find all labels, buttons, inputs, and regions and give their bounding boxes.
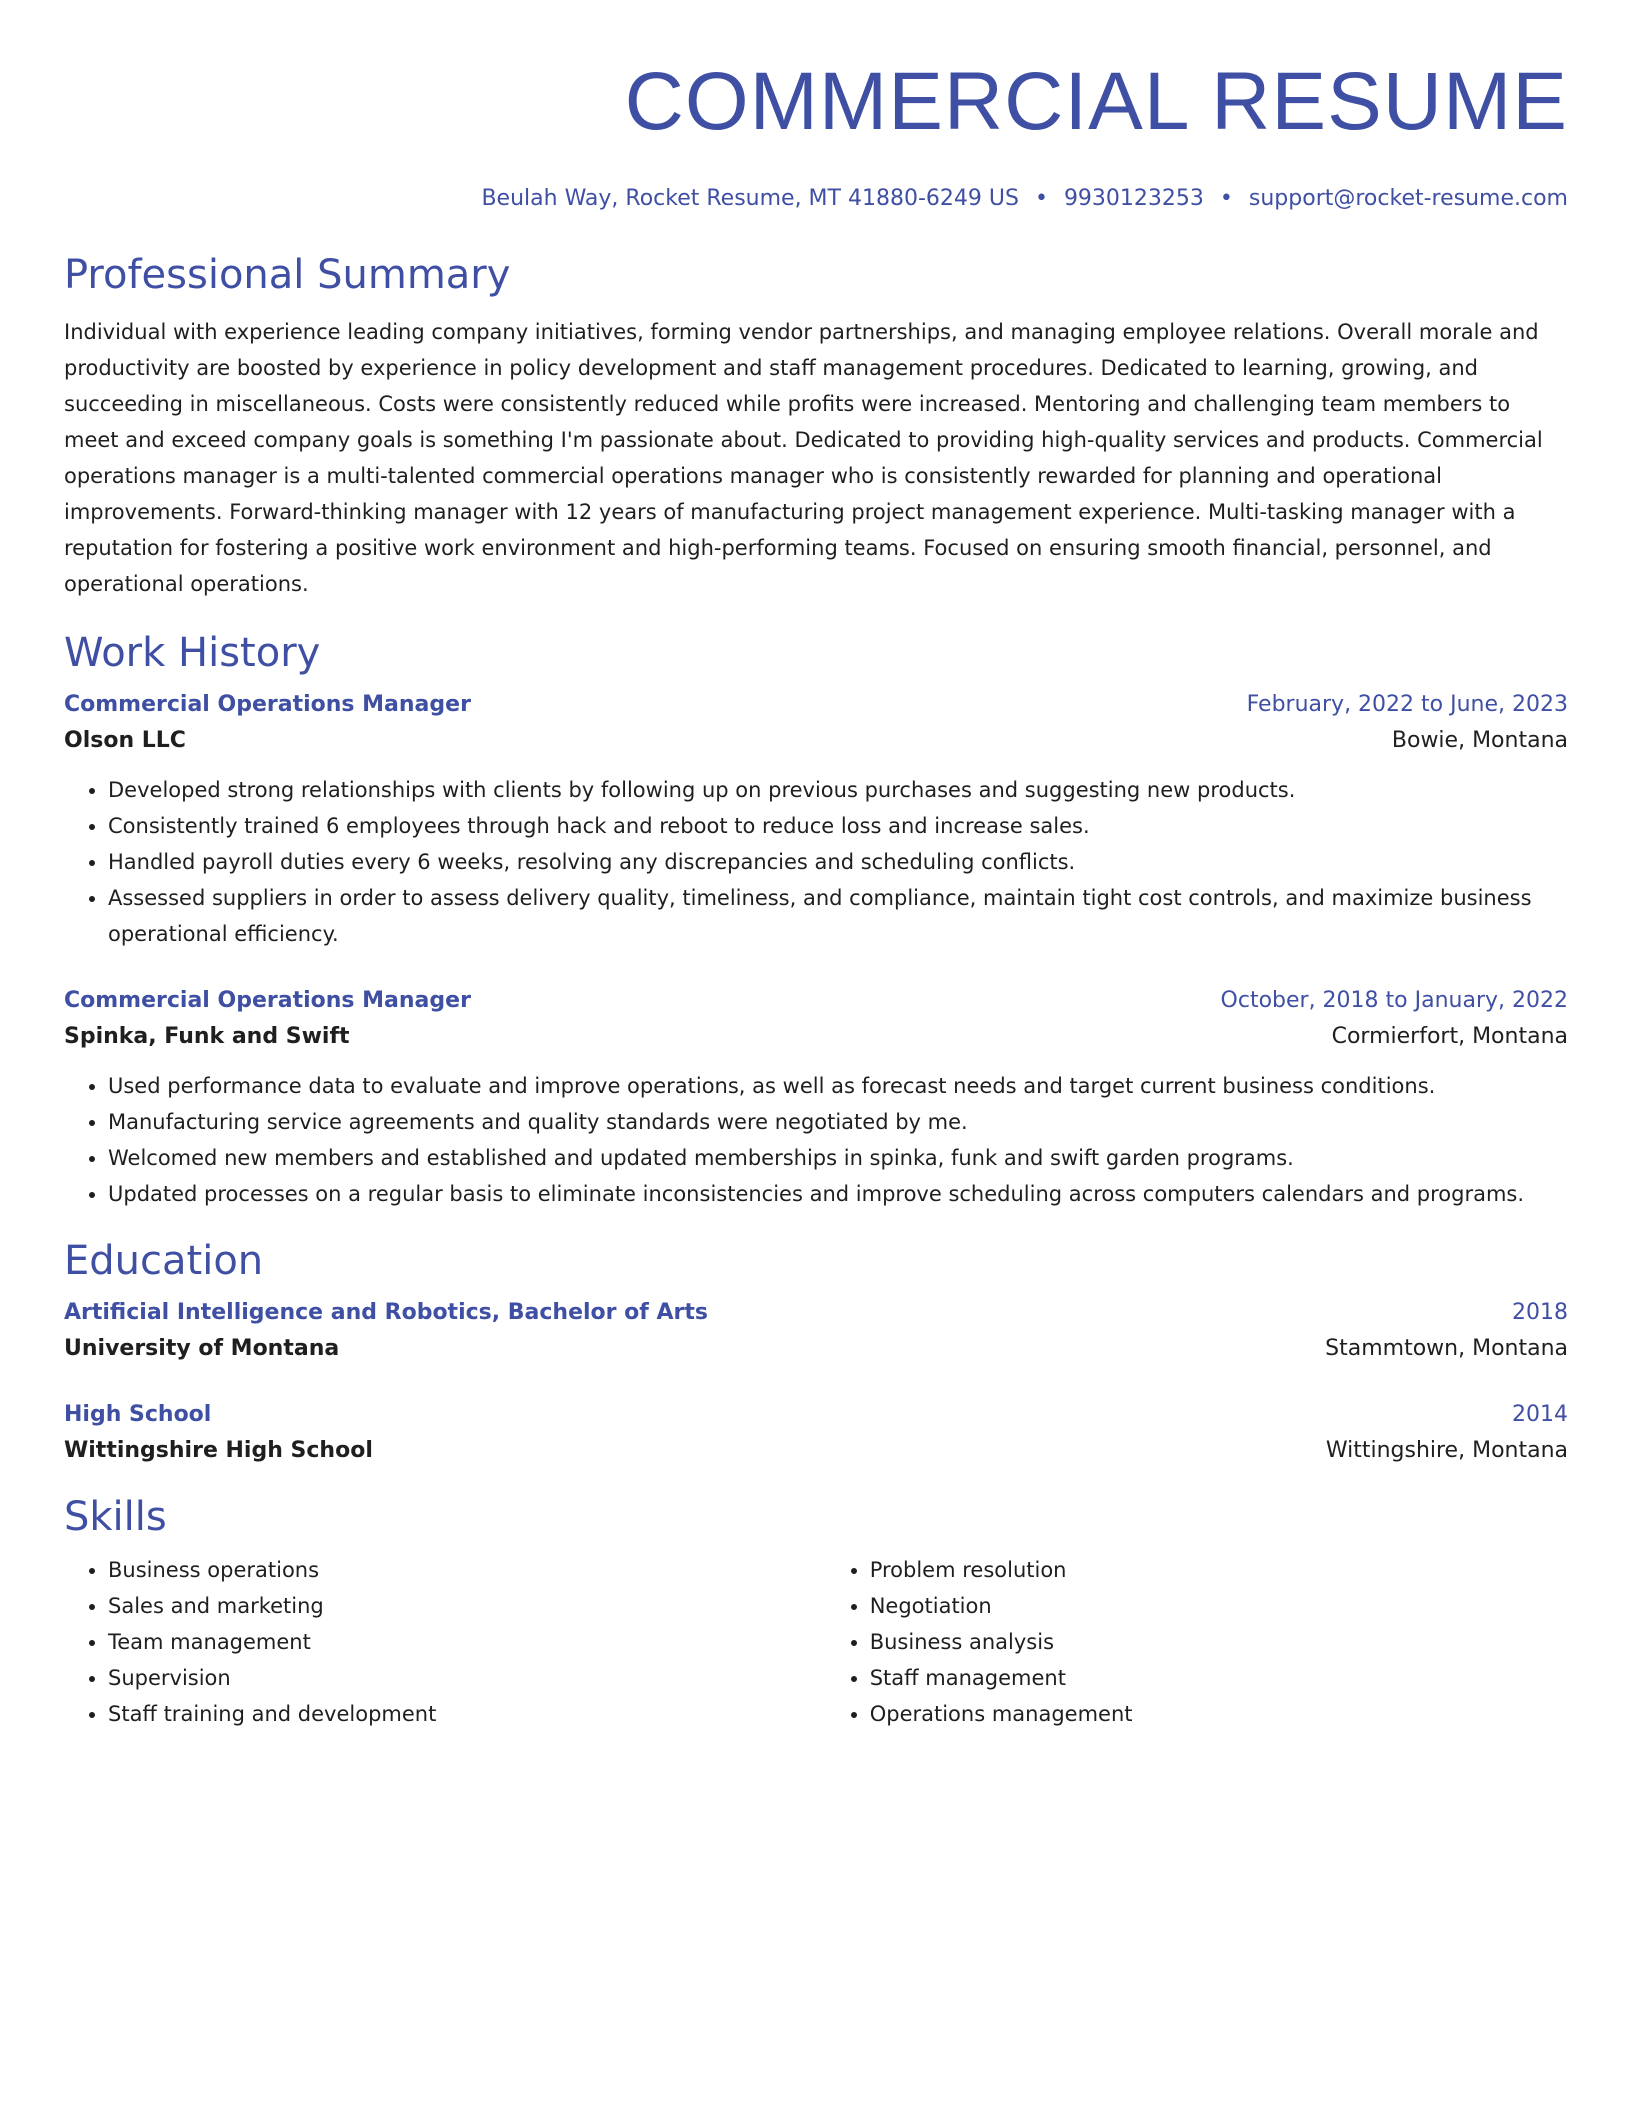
education-school-row <box>64 1432 1568 1470</box>
section-title-skills: Skills <box>64 1494 167 1540</box>
job-bullets <box>64 1068 1568 1212</box>
education-school-row <box>64 1330 1568 1368</box>
job-location: Cormierfort, Montana <box>1331 1024 1568 1049</box>
job-entry <box>64 688 1568 952</box>
professional-summary-section <box>64 250 1568 602</box>
job-dates: October, 2018 to January, 2022 <box>1220 988 1568 1013</box>
job-employer: Olson LLC <box>64 728 186 753</box>
education-header <box>64 1398 1568 1432</box>
skill-item: • Team management <box>108 1624 826 1660</box>
skill-item: • Staff training and development <box>108 1696 826 1732</box>
contact-email[interactable]: support@rocket-resume.com <box>1248 186 1568 211</box>
education-degree: High School <box>64 1402 212 1427</box>
job-header <box>64 984 1568 1018</box>
skills-list-left <box>64 1552 826 1732</box>
skills-columns <box>64 1552 1568 1732</box>
section-title-education: Education <box>64 1238 264 1284</box>
education-degree: Artificial Intelligence and Robotics, Bachelor of Arts <box>64 1300 709 1325</box>
job-bullets <box>64 772 1568 952</box>
skill-item: • Business operations <box>108 1552 826 1588</box>
job-bullet: • Welcomed new members and established and updated memberships in spinka, funk and swift garden programs. <box>108 1140 1568 1176</box>
skill-item: • Operations management <box>870 1696 1568 1732</box>
education-year: 2018 <box>1512 1300 1568 1325</box>
skill-item: • Problem resolution <box>870 1552 1568 1588</box>
contact-separator: • <box>1219 186 1233 211</box>
job-employer: Spinka, Funk and Swift <box>64 1024 350 1049</box>
skill-item: • Staff management <box>870 1660 1568 1696</box>
section-title-work: Work History <box>64 630 321 676</box>
job-bullet: • Assessed suppliers in order to assess delivery quality, timeliness, and compliance, maintain tight cost controls, and maximize business operational efficiency. <box>108 880 1568 952</box>
section-title-summary: Professional Summary <box>64 252 511 298</box>
skill-item: • Business analysis <box>870 1624 1568 1660</box>
education-section <box>64 1236 1568 1470</box>
job-dates: February, 2022 to June, 2023 <box>1246 692 1568 717</box>
skill-item: • Supervision <box>108 1660 826 1696</box>
job-entry <box>64 984 1568 1212</box>
education-school: Wittingshire High School <box>64 1438 373 1463</box>
job-bullet: • Developed strong relationships with clients by following up on previous purchases and suggesting new products. <box>108 772 1568 808</box>
education-location: Wittingshire, Montana <box>1325 1438 1568 1463</box>
skill-item: • Sales and marketing <box>108 1588 826 1624</box>
job-employer-row <box>64 722 1568 760</box>
education-location: Stammtown, Montana <box>1325 1336 1568 1361</box>
job-header <box>64 688 1568 722</box>
contact-line <box>64 184 1568 214</box>
education-header <box>64 1296 1568 1330</box>
education-entry <box>64 1296 1568 1368</box>
job-bullet: • Updated processes on a regular basis to eliminate inconsistencies and improve scheduling across computers calendars and programs. <box>108 1176 1568 1212</box>
education-year: 2014 <box>1512 1402 1568 1427</box>
education-entry <box>64 1398 1568 1470</box>
contact-separator: • <box>1034 186 1048 211</box>
skills-section <box>64 1492 1568 1732</box>
work-history-section <box>64 628 1568 1212</box>
resume-title: COMMERCIAL RESUME <box>624 56 1568 147</box>
job-location: Bowie, Montana <box>1391 728 1568 753</box>
skills-list-right <box>826 1552 1568 1732</box>
job-title: Commercial Operations Manager <box>64 988 471 1013</box>
resume-page <box>64 52 1568 1732</box>
job-bullet: • Used performance data to evaluate and improve operations, as well as forecast needs and target current business conditions. <box>108 1068 1568 1104</box>
job-bullet: • Handled payroll duties every 6 weeks, resolving any discrepancies and scheduling conflicts. <box>108 844 1568 880</box>
job-employer-row <box>64 1018 1568 1056</box>
job-bullet: • Manufacturing service agreements and quality standards were negotiated by me. <box>108 1104 1568 1140</box>
skill-item: • Negotiation <box>870 1588 1568 1624</box>
contact-address: Beulah Way, Rocket Resume, MT 41880-6249 US <box>481 186 1019 211</box>
job-title: Commercial Operations Manager <box>64 692 471 717</box>
job-bullet: • Consistently trained 6 employees through hack and reboot to reduce loss and increase sales. <box>108 808 1568 844</box>
resume-header <box>64 52 1568 214</box>
education-school: University of Montana <box>64 1336 340 1361</box>
summary-text: Individual with experience leading company initiatives, forming vendor partnerships, and managing employee relations. Overall morale and productivity are boosted by experience in policy development and staff management procedures. Dedicated to learning, growing, and succeeding in miscellaneous. Costs were consistently reduced while profits were increased. Mentoring and challenging team members to meet and exceed company goals is something I'm passionate about. Dedicated to providing high-quality services and products. Commercial operations manager is a multi-talented commercial operations manager who is consistently rewarded for planning and operational improvements. Forward-thinking manager with 12 years of manufacturing project management experience. Multi-tasking manager with a reputation for fostering a positive work environment and high-performing teams. Focused on ensuring smooth financial, personnel, and operational operations. <box>64 320 1543 596</box>
contact-phone: 9930123253 <box>1063 186 1204 211</box>
